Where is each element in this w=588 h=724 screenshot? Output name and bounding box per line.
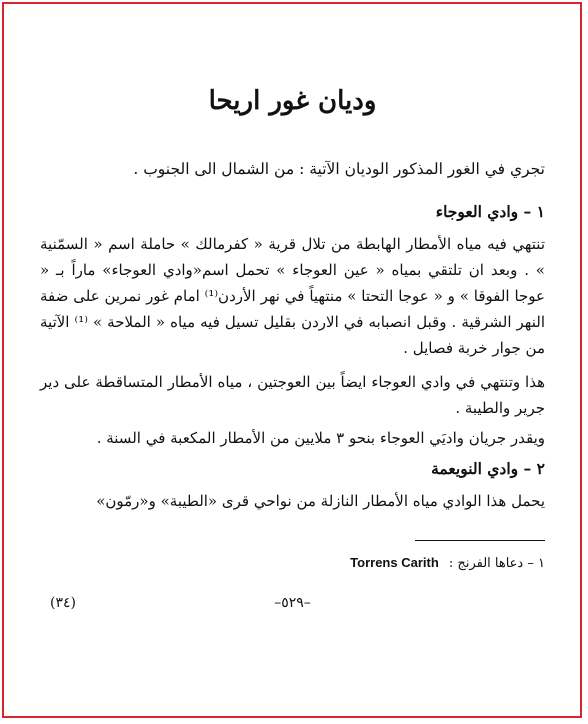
section-paragraph: ويقدر جريان واديَي العوجاء بنحو ٣ ملايين من الأمطار المكعبة في السنة . [96,429,545,447]
footnote-latin: Torrens Carith [350,555,439,570]
section-paragraph: يحمل هذا الوادي مياه الأمطار النازلة من نواحي قرى «الطيبة» و«رمّون» [96,492,545,510]
section-paragraph: هذا وتنتهي في وادي العوجاء ايضاً بين العوجتين ، مياه الأمطار المتساقطة على دير جرير والطيبة . [40,373,545,417]
footnote [40,555,545,571]
section-heading: ٢ – وادي النويعمة [431,459,545,478]
section-heading: ١ – وادي العوجاء [435,202,545,221]
section-2 [40,459,545,514]
page-number: –٥٢٩– [274,595,311,611]
document-page [40,70,545,611]
section-paragraph: تنتهي فيه مياه الأمطار الهابطة من تلال قرية « كفرمالك » حاملة اسم « السمّنية » . وبعد ان تلتقي بمياه « عين العوجاء » تحمل اسم«وادي العوجاء» ماراً بـ « عوجا الفوقا » و « عوجا التحتا » منتهياً في نهر الأردن⁽¹⁾ امام غور نمرين على ضفة النهر الشرقية . وقبل انصبابه في الاردن بقليل تسيل فيه مياه « الملاحة » ⁽¹⁾ الآتية من جوار خربة فصايل . [40,235,545,357]
page-title: وديان غور اريحا [208,86,377,116]
intro-paragraph: تجري في الغور المذكور الوديان الآتية : من الشمال الى الجنوب . [133,160,545,178]
footnote-number: ١ – [527,556,545,571]
section-1 [40,202,545,451]
footnote-divider [415,540,545,541]
page-marker: (٣٤) [50,595,76,611]
footnote-text: دعاها الفرنج : [448,556,524,571]
